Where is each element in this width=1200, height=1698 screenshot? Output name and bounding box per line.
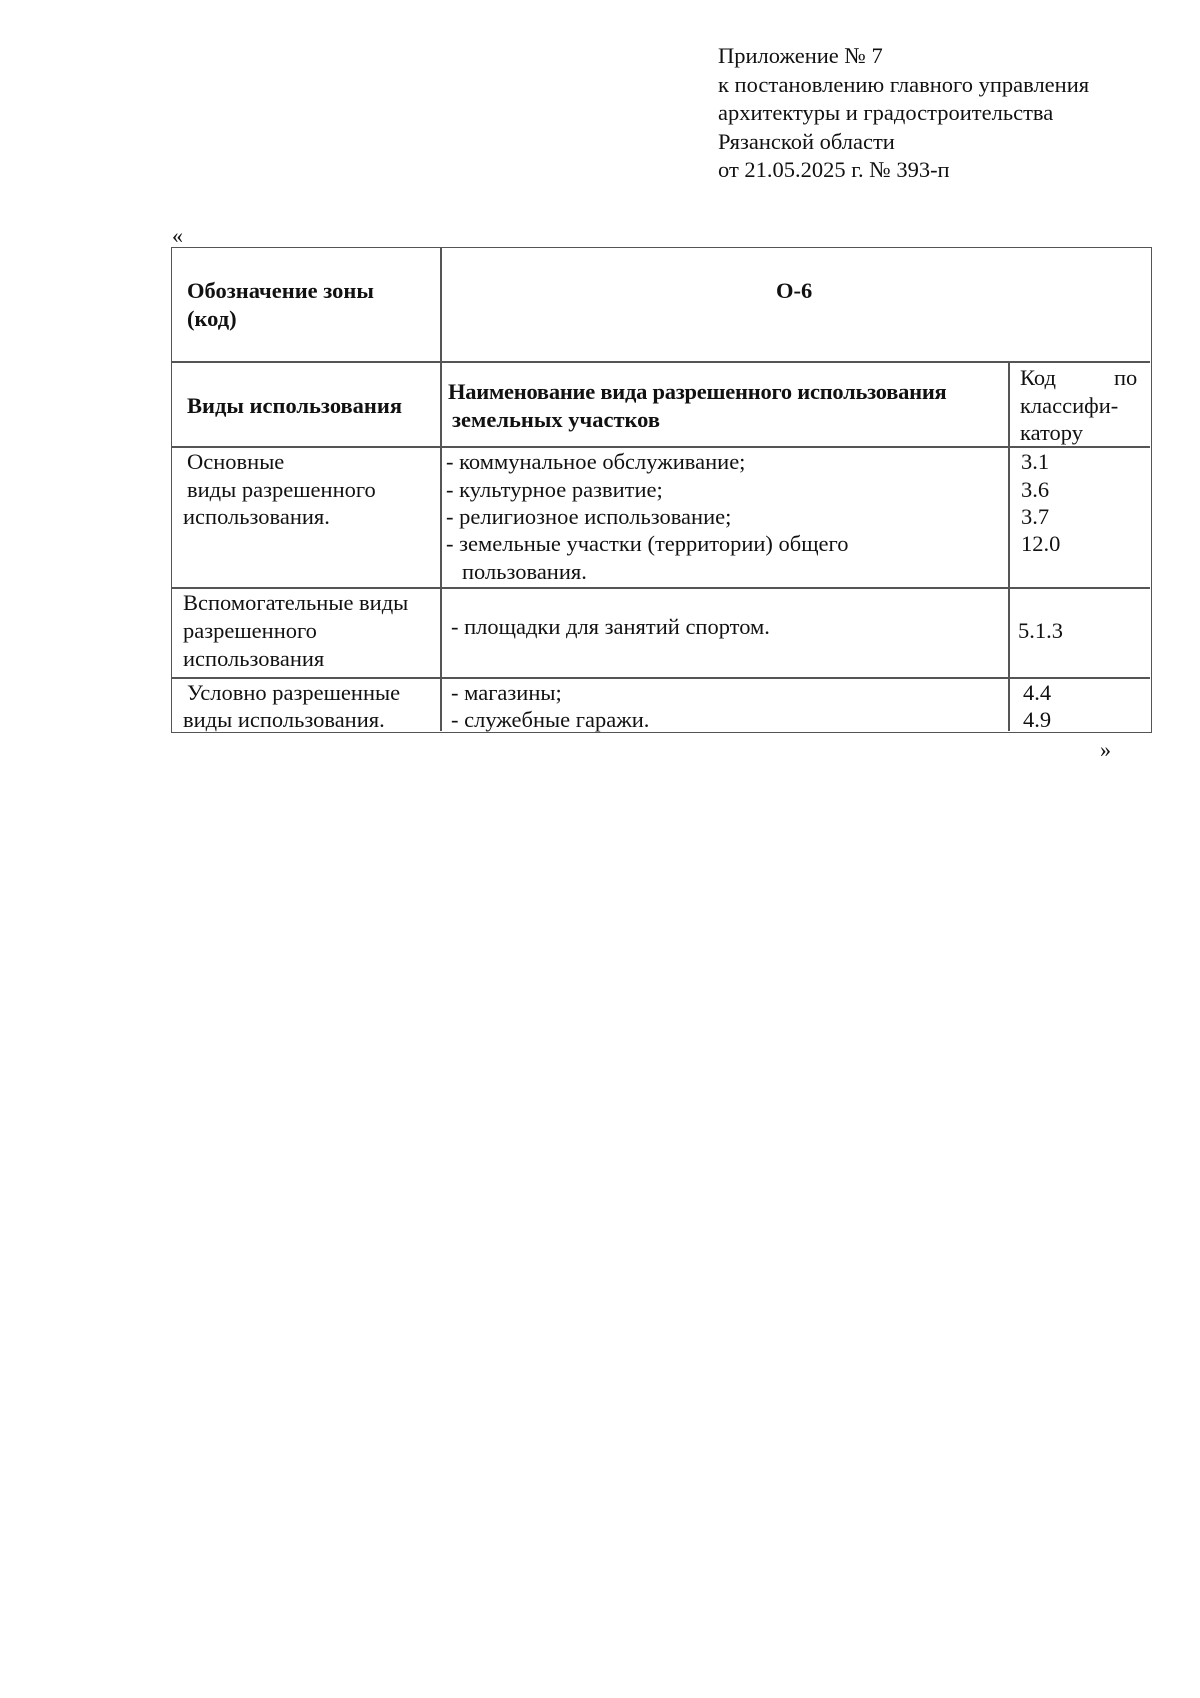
use-category-label: виды разрешенного — [187, 477, 376, 502]
classifier-code: 4.4 — [1023, 680, 1052, 705]
use-item: - площадки для занятий спортом. — [451, 614, 770, 639]
appendix-header — [718, 42, 1178, 185]
classifier-code: 5.1.3 — [1018, 618, 1063, 643]
column-header-uses: Виды использования — [187, 393, 403, 418]
classifier-code: 12.0 — [1021, 531, 1061, 556]
zone-label: (код) — [187, 306, 237, 331]
classifier-code: 3.1 — [1021, 449, 1050, 474]
opening-quote: « — [172, 223, 183, 248]
column-header-code: катору — [1020, 420, 1083, 445]
classifier-code: 4.9 — [1023, 707, 1052, 732]
table-divider — [1008, 362, 1010, 731]
use-category-label: виды использования. — [183, 707, 385, 732]
use-category-label: Основные — [187, 449, 285, 474]
table-divider — [172, 361, 1150, 363]
column-header-code: по — [1114, 365, 1138, 390]
column-header-name: Наименование вида разрешенного использования — [448, 379, 947, 404]
column-header-code: Код — [1020, 365, 1056, 390]
closing-quote: » — [1100, 737, 1111, 762]
use-item: - служебные гаражи. — [451, 707, 650, 732]
use-category-label: использования. — [183, 504, 330, 529]
use-item: пользования. — [462, 559, 587, 584]
header-line: Рязанской области — [718, 128, 895, 154]
use-category-label: использования — [183, 646, 325, 671]
column-header-name: земельных участков — [452, 407, 661, 432]
table-divider — [440, 248, 442, 731]
header-line: Приложение № 7 — [718, 43, 883, 68]
header-line: к постановлению главного управления — [718, 71, 1090, 97]
use-category-label: Вспомогательные виды — [183, 590, 409, 615]
column-header-code: классифи- — [1020, 393, 1119, 418]
zone-label: Обозначение зоны — [187, 278, 374, 303]
use-item: - коммунальное обслуживание; — [446, 449, 746, 474]
classifier-code: 3.7 — [1021, 504, 1050, 529]
header-line: архитектуры и градостроительства — [718, 100, 1054, 125]
use-item: - земельные участки (территории) общего — [446, 531, 849, 556]
classifier-code: 3.6 — [1021, 477, 1050, 502]
use-category-label: разрешенного — [183, 618, 317, 643]
use-item: - религиозное использование; — [446, 504, 732, 529]
use-item: - магазины; — [451, 680, 562, 705]
use-item: - культурное развитие; — [446, 477, 663, 502]
zoning-table — [171, 247, 1152, 733]
zone-code: О-6 — [776, 278, 813, 303]
header-line: от 21.05.2025 г. № 393-п — [718, 157, 950, 182]
use-category-label: Условно разрешенные — [187, 680, 401, 705]
